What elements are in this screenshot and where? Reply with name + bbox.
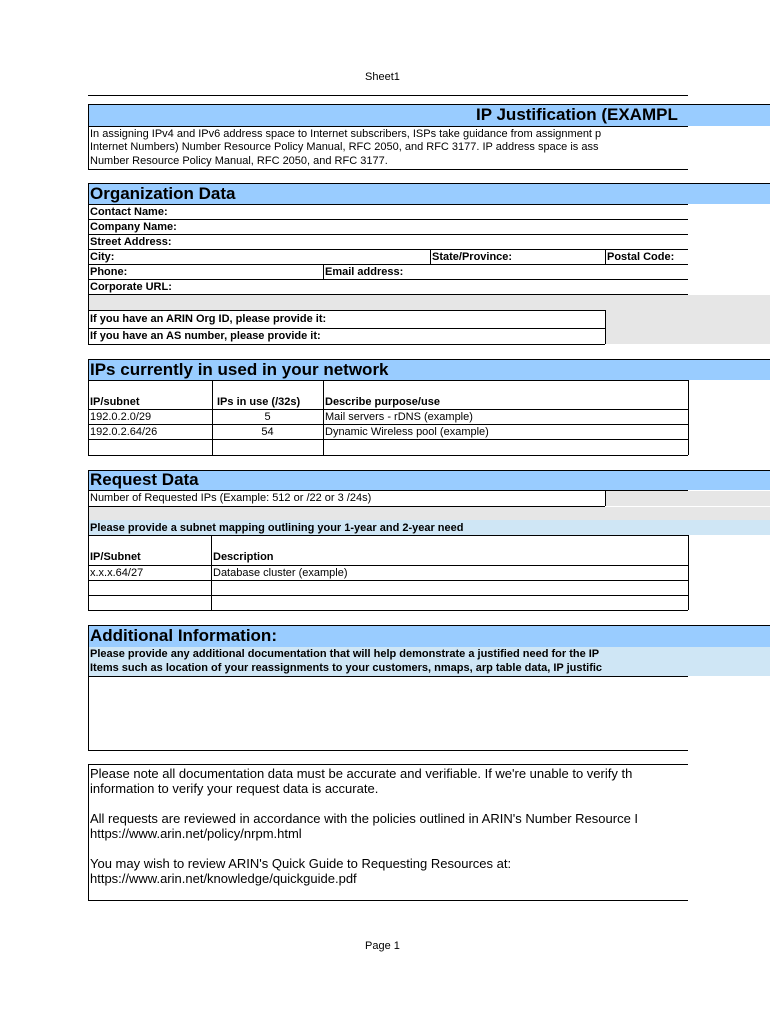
page-footer: Page 1 xyxy=(365,940,400,952)
org-heading: Organization Data xyxy=(90,184,236,203)
request-side-panel xyxy=(606,491,770,506)
arin-org-id-label: If you have an ARIN Org ID, please provide it: xyxy=(90,313,327,325)
ips-heading: IPs currently in used in your network xyxy=(90,360,389,379)
request-row-1-description: Database cluster (example) xyxy=(213,567,348,579)
street-address-label: Street Address: xyxy=(90,236,172,248)
additional-line-1: Please provide any additional documentation that will help demonstrate a justified need for the IP xyxy=(90,648,600,660)
note-quickguide: You may wish to review ARIN's Quick Guide to Requesting Resources at: xyxy=(90,856,512,871)
as-number-label: If you have an AS number, please provide it: xyxy=(90,330,321,342)
ips-row-2-purpose: Dynamic Wireless pool (example) xyxy=(325,426,489,438)
state-label: State/Province: xyxy=(432,251,513,263)
note-verify: information to verify your request data is accurate. xyxy=(90,781,379,796)
phone-label: Phone: xyxy=(90,266,128,278)
ips-col-subnet: IP/subnet xyxy=(90,396,140,408)
additional-heading: Additional Information: xyxy=(90,626,277,645)
request-col-description: Description xyxy=(213,551,274,563)
quickguide-link[interactable]: https://www.arin.net/knowledge/quickguide.pdf xyxy=(90,871,357,886)
city-label: City: xyxy=(90,251,115,263)
postal-code-label: Postal Code: xyxy=(607,251,675,263)
company-name-label: Company Name: xyxy=(90,221,177,233)
ips-row-1-subnet: 192.0.2.0/29 xyxy=(90,411,152,423)
requested-ips-label: Number of Requested IPs (Example: 512 or /22 or 3 /24s) xyxy=(90,492,372,504)
note-policies: All requests are reviewed in accordance with the policies outlined in ARIN's Number Resource I xyxy=(90,811,639,826)
corporate-url-label: Corporate URL: xyxy=(90,281,172,293)
ips-row-2-subnet: 192.0.2.64/26 xyxy=(90,426,158,438)
ips-row-1-count: 5 xyxy=(264,411,271,423)
nrpm-link[interactable]: https://www.arin.net/policy/nrpm.html xyxy=(90,826,302,841)
request-col-subnet: IP/Subnet xyxy=(90,551,141,563)
header-rule xyxy=(88,95,688,96)
intro-line-1: In assigning IPv4 and IPv6 address space to Internet subscribers, ISPs take guidance from assignment p xyxy=(90,128,602,140)
intro-line-2: Internet Numbers) Number Resource Policy Manual, RFC 2050, and RFC 3177. IP address space is ass xyxy=(90,141,599,153)
page-header: Sheet1 xyxy=(365,71,400,83)
email-label: Email address: xyxy=(325,266,404,278)
org-spacer xyxy=(89,295,770,310)
request-row-1-subnet: x.x.x.64/27 xyxy=(90,567,144,579)
request-spacer xyxy=(89,507,770,520)
ips-col-in-use: IPs in use (/32s) xyxy=(217,396,301,408)
ips-row-1-purpose: Mail servers - rDNS (example) xyxy=(325,411,473,423)
document-title: IP Justification (EXAMPL xyxy=(476,105,678,124)
org-side-panel xyxy=(606,310,770,344)
contact-name-label: Contact Name: xyxy=(90,206,168,218)
subnet-mapping-prompt: Please provide a subnet mapping outlining your 1-year and 2-year need xyxy=(90,522,464,534)
ips-row-2-count: 54 xyxy=(261,426,274,438)
ips-col-purpose: Describe purpose/use xyxy=(325,396,440,408)
additional-line-2: Items such as location of your reassignments to your customers, nmaps, arp table data, IP justific xyxy=(90,662,603,674)
request-heading: Request Data xyxy=(90,470,199,489)
intro-line-3: Number Resource Policy Manual, RFC 2050, and RFC 3177. xyxy=(90,155,388,167)
note-accuracy: Please note all documentation data must be accurate and verifiable. If we're unable to verify th xyxy=(90,766,633,781)
